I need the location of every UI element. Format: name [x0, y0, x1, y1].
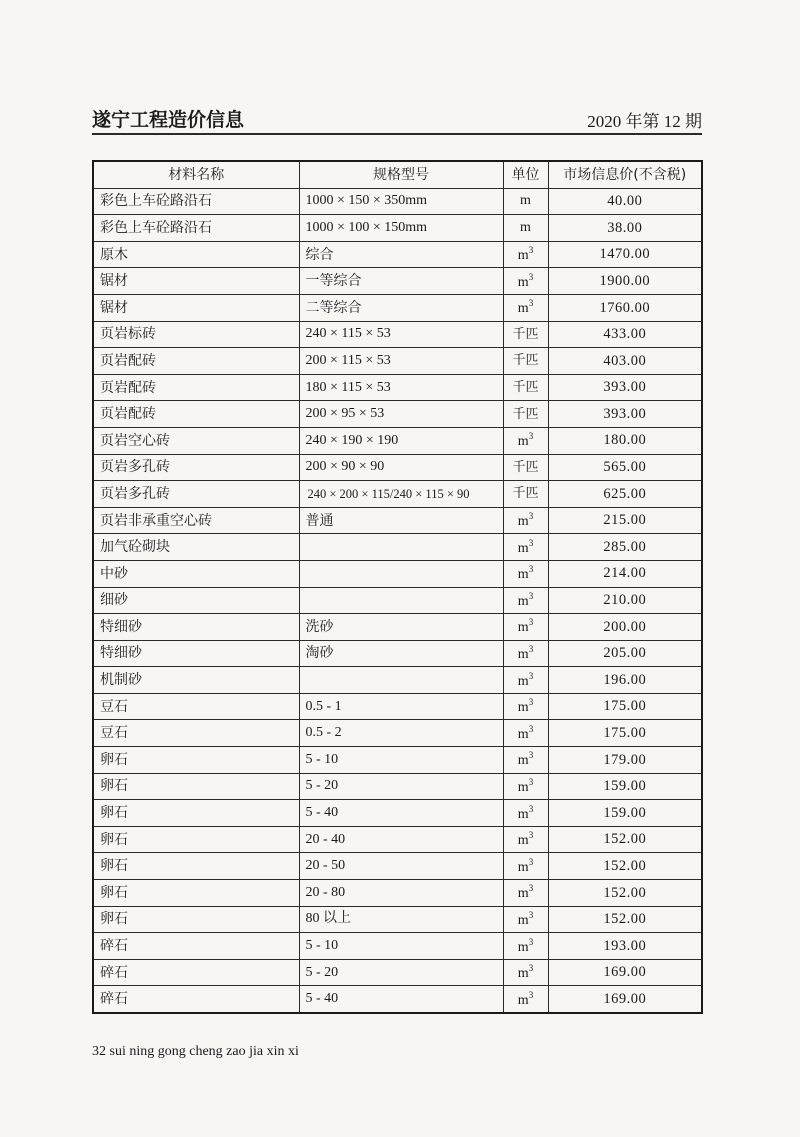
unit-text: 千匹 — [512, 486, 539, 502]
unit-superscript: 3 — [528, 670, 534, 681]
market-price-cell: 433.00 — [548, 321, 702, 348]
unit-superscript: 3 — [528, 936, 534, 947]
header-divider — [92, 133, 702, 135]
market-price-cell: 403.00 — [548, 348, 702, 375]
table-row — [93, 241, 702, 268]
unit-text: m — [517, 514, 529, 530]
table-row — [93, 294, 702, 321]
unit-cell — [503, 640, 548, 667]
table-row — [93, 188, 702, 215]
material-name-cell: 特细砂 — [93, 640, 299, 667]
specification-cell: 80 以上 — [299, 906, 503, 933]
unit-cell — [503, 986, 548, 1013]
table-row — [93, 800, 702, 827]
material-name-cell: 机制砂 — [93, 667, 299, 694]
unit-cell — [503, 321, 548, 348]
market-price-cell: 210.00 — [548, 587, 702, 614]
unit-text: m — [517, 274, 529, 290]
table-row — [93, 667, 702, 694]
column-header-material-name: 材料名称 — [93, 161, 299, 188]
material-name-cell: 卵石 — [93, 906, 299, 933]
table-header-row — [93, 161, 702, 188]
unit-cell — [503, 773, 548, 800]
unit-cell — [503, 667, 548, 694]
specification-cell: 二等综合 — [299, 294, 503, 321]
table-row — [93, 454, 702, 481]
unit-text: m — [520, 219, 531, 235]
table-row — [93, 427, 702, 454]
specification-cell: 5 - 40 — [299, 986, 503, 1013]
unit-text: m — [517, 620, 529, 636]
market-price-cell: 175.00 — [548, 720, 702, 747]
table-row — [93, 880, 702, 907]
specification-cell: 5 - 10 — [299, 933, 503, 960]
unit-text: 千匹 — [512, 353, 539, 369]
unit-cell — [503, 959, 548, 986]
market-price-cell: 196.00 — [548, 667, 702, 694]
specification-cell — [299, 560, 503, 587]
unit-superscript: 3 — [528, 298, 534, 309]
unit-text: m — [517, 939, 529, 955]
table-row — [93, 507, 702, 534]
table-row — [93, 933, 702, 960]
specification-cell: 5 - 10 — [299, 747, 503, 774]
unit-cell — [503, 215, 548, 242]
unit-cell — [503, 747, 548, 774]
market-price-cell: 214.00 — [548, 560, 702, 587]
specification-cell: 0.5 - 1 — [299, 693, 503, 720]
market-price-cell: 169.00 — [548, 959, 702, 986]
market-price-cell: 152.00 — [548, 880, 702, 907]
material-name-cell: 细砂 — [93, 587, 299, 614]
publication-title: 遂宁工程造价信息 — [92, 109, 245, 131]
unit-cell — [503, 188, 548, 215]
unit-cell — [503, 481, 548, 508]
table-row — [93, 826, 702, 853]
material-name-cell: 原木 — [93, 241, 299, 268]
specification-cell — [299, 534, 503, 561]
market-price-cell: 1900.00 — [548, 268, 702, 295]
unit-superscript: 3 — [528, 431, 534, 442]
unit-superscript: 3 — [528, 511, 534, 522]
material-name-cell: 页岩标砖 — [93, 321, 299, 348]
unit-superscript: 3 — [528, 643, 534, 654]
unit-text: m — [517, 434, 529, 450]
table-row — [93, 587, 702, 614]
material-name-cell: 特细砂 — [93, 614, 299, 641]
unit-superscript: 3 — [528, 963, 534, 974]
unit-text: 千匹 — [512, 326, 539, 342]
market-price-cell: 215.00 — [548, 507, 702, 534]
unit-cell — [503, 933, 548, 960]
table-row — [93, 693, 702, 720]
market-price-cell: 1760.00 — [548, 294, 702, 321]
unit-text: m — [517, 912, 529, 928]
material-name-cell: 碎石 — [93, 959, 299, 986]
specification-cell: 5 - 40 — [299, 800, 503, 827]
unit-superscript: 3 — [528, 883, 534, 894]
specification-cell — [299, 587, 503, 614]
table-row — [93, 348, 702, 375]
specification-cell: 5 - 20 — [299, 773, 503, 800]
unit-text: m — [517, 779, 529, 795]
unit-superscript: 3 — [528, 723, 534, 734]
table-row — [93, 401, 702, 428]
unit-cell — [503, 826, 548, 853]
unit-cell — [503, 906, 548, 933]
unit-cell — [503, 534, 548, 561]
material-name-cell: 豆石 — [93, 693, 299, 720]
market-price-cell: 565.00 — [548, 454, 702, 481]
unit-text: m — [517, 567, 529, 583]
table-row — [93, 321, 702, 348]
unit-superscript: 3 — [528, 803, 534, 814]
specification-cell: 20 - 40 — [299, 826, 503, 853]
specification-cell: 240 × 190 × 190 — [299, 427, 503, 454]
unit-text: m — [517, 540, 529, 556]
unit-superscript: 3 — [528, 617, 534, 628]
material-name-cell: 卵石 — [93, 826, 299, 853]
market-price-cell: 625.00 — [548, 481, 702, 508]
table-row — [93, 268, 702, 295]
market-price-cell: 180.00 — [548, 427, 702, 454]
table-row — [93, 374, 702, 401]
market-price-cell: 152.00 — [548, 906, 702, 933]
table-row — [93, 959, 702, 986]
material-name-cell: 页岩多孔砖 — [93, 481, 299, 508]
material-name-cell: 页岩多孔砖 — [93, 454, 299, 481]
unit-text: 千匹 — [512, 380, 539, 396]
unit-text: m — [517, 859, 529, 875]
unit-cell — [503, 241, 548, 268]
material-name-cell: 豆石 — [93, 720, 299, 747]
material-name-cell: 锯材 — [93, 268, 299, 295]
specification-cell: 5 - 20 — [299, 959, 503, 986]
table-row — [93, 720, 702, 747]
specification-cell: 综合 — [299, 241, 503, 268]
material-name-cell: 页岩配砖 — [93, 401, 299, 428]
specification-cell: 180 × 115 × 53 — [299, 374, 503, 401]
unit-cell — [503, 587, 548, 614]
market-price-cell: 159.00 — [548, 800, 702, 827]
column-header-unit: 单位 — [503, 161, 548, 188]
material-name-cell: 彩色上车砼路沿石 — [93, 215, 299, 242]
specification-cell: 洗砂 — [299, 614, 503, 641]
specification-cell — [299, 667, 503, 694]
unit-superscript: 3 — [528, 697, 534, 708]
material-price-table — [92, 160, 703, 1014]
unit-superscript: 3 — [528, 537, 534, 548]
table-row — [93, 534, 702, 561]
unit-superscript: 3 — [528, 245, 534, 256]
unit-text: m — [517, 646, 529, 662]
material-name-cell: 卵石 — [93, 800, 299, 827]
unit-superscript: 3 — [528, 776, 534, 787]
market-price-cell: 393.00 — [548, 374, 702, 401]
table-body — [93, 188, 702, 1013]
table-row — [93, 906, 702, 933]
unit-cell — [503, 720, 548, 747]
unit-superscript: 3 — [528, 830, 534, 841]
unit-superscript: 3 — [528, 909, 534, 920]
specification-cell: 200 × 90 × 90 — [299, 454, 503, 481]
table-row — [93, 215, 702, 242]
unit-text: m — [517, 833, 529, 849]
specification-cell: 20 - 80 — [299, 880, 503, 907]
unit-superscript: 3 — [528, 271, 534, 282]
unit-superscript: 3 — [528, 564, 534, 575]
specification-cell: 20 - 50 — [299, 853, 503, 880]
column-header-specification: 规格型号 — [299, 161, 503, 188]
material-name-cell: 碎石 — [93, 933, 299, 960]
unit-text: m — [517, 248, 529, 264]
unit-cell — [503, 560, 548, 587]
specification-cell: 淘砂 — [299, 640, 503, 667]
unit-text: m — [517, 806, 529, 822]
unit-superscript: 3 — [528, 856, 534, 867]
unit-cell — [503, 294, 548, 321]
material-name-cell: 卵石 — [93, 880, 299, 907]
market-price-cell: 159.00 — [548, 773, 702, 800]
material-name-cell: 卵石 — [93, 747, 299, 774]
unit-text: m — [517, 726, 529, 742]
table-row — [93, 614, 702, 641]
table-row — [93, 853, 702, 880]
column-header-market-price: 市场信息价(不含税) — [548, 161, 702, 188]
unit-cell — [503, 401, 548, 428]
market-price-cell: 152.00 — [548, 826, 702, 853]
market-price-cell: 179.00 — [548, 747, 702, 774]
specification-cell: 200 × 95 × 53 — [299, 401, 503, 428]
page-footer: 32 sui ning gong cheng zao jia xin xi — [92, 1044, 299, 1059]
material-name-cell: 锯材 — [93, 294, 299, 321]
unit-text: m — [517, 593, 529, 609]
table-row — [93, 986, 702, 1013]
table-row — [93, 640, 702, 667]
specification-cell: 1000 × 100 × 150mm — [299, 215, 503, 242]
unit-superscript: 3 — [528, 989, 534, 1000]
unit-cell — [503, 800, 548, 827]
material-name-cell: 卵石 — [93, 773, 299, 800]
unit-text: 千匹 — [512, 459, 539, 475]
market-price-cell: 38.00 — [548, 215, 702, 242]
market-price-cell: 175.00 — [548, 693, 702, 720]
material-name-cell: 页岩配砖 — [93, 374, 299, 401]
unit-cell — [503, 693, 548, 720]
unit-text: m — [517, 753, 529, 769]
unit-cell — [503, 507, 548, 534]
unit-text: m — [517, 673, 529, 689]
unit-cell — [503, 880, 548, 907]
specification-cell: 一等综合 — [299, 268, 503, 295]
table-row — [93, 560, 702, 587]
unit-cell — [503, 454, 548, 481]
unit-text: m — [520, 193, 531, 209]
market-price-cell: 393.00 — [548, 401, 702, 428]
specification-cell: 0.5 - 2 — [299, 720, 503, 747]
specification-cell: 普通 — [299, 507, 503, 534]
table-row — [93, 747, 702, 774]
unit-cell — [503, 268, 548, 295]
unit-cell — [503, 853, 548, 880]
unit-cell — [503, 374, 548, 401]
material-name-cell: 碎石 — [93, 986, 299, 1013]
unit-text: m — [517, 886, 529, 902]
material-name-cell: 加气砼砌块 — [93, 534, 299, 561]
material-name-cell: 页岩配砖 — [93, 348, 299, 375]
unit-superscript: 3 — [528, 590, 534, 601]
specification-cell: 1000 × 150 × 350mm — [299, 188, 503, 215]
unit-text: m — [517, 966, 529, 982]
market-price-cell: 169.00 — [548, 986, 702, 1013]
specification-cell: 240 × 115 × 53 — [299, 321, 503, 348]
market-price-cell: 193.00 — [548, 933, 702, 960]
unit-text: m — [517, 301, 529, 317]
material-name-cell: 页岩空心砖 — [93, 427, 299, 454]
unit-text: 千匹 — [512, 406, 539, 422]
market-price-cell: 285.00 — [548, 534, 702, 561]
material-name-cell: 页岩非承重空心砖 — [93, 507, 299, 534]
market-price-cell: 40.00 — [548, 188, 702, 215]
market-price-cell: 200.00 — [548, 614, 702, 641]
market-price-cell: 1470.00 — [548, 241, 702, 268]
unit-cell — [503, 348, 548, 375]
specification-cell: 240 × 200 × 115/240 × 115 × 90 — [299, 481, 503, 508]
unit-superscript: 3 — [528, 750, 534, 761]
issue-number: 2020 年第 12 期 — [587, 112, 702, 131]
specification-cell: 200 × 115 × 53 — [299, 348, 503, 375]
unit-text: m — [517, 700, 529, 716]
market-price-cell: 152.00 — [548, 853, 702, 880]
table-row — [93, 773, 702, 800]
market-price-cell: 205.00 — [548, 640, 702, 667]
material-name-cell: 彩色上车砼路沿石 — [93, 188, 299, 215]
material-name-cell: 卵石 — [93, 853, 299, 880]
unit-text: m — [517, 992, 529, 1008]
unit-cell — [503, 427, 548, 454]
unit-cell — [503, 614, 548, 641]
material-name-cell: 中砂 — [93, 560, 299, 587]
table-row — [93, 481, 702, 508]
